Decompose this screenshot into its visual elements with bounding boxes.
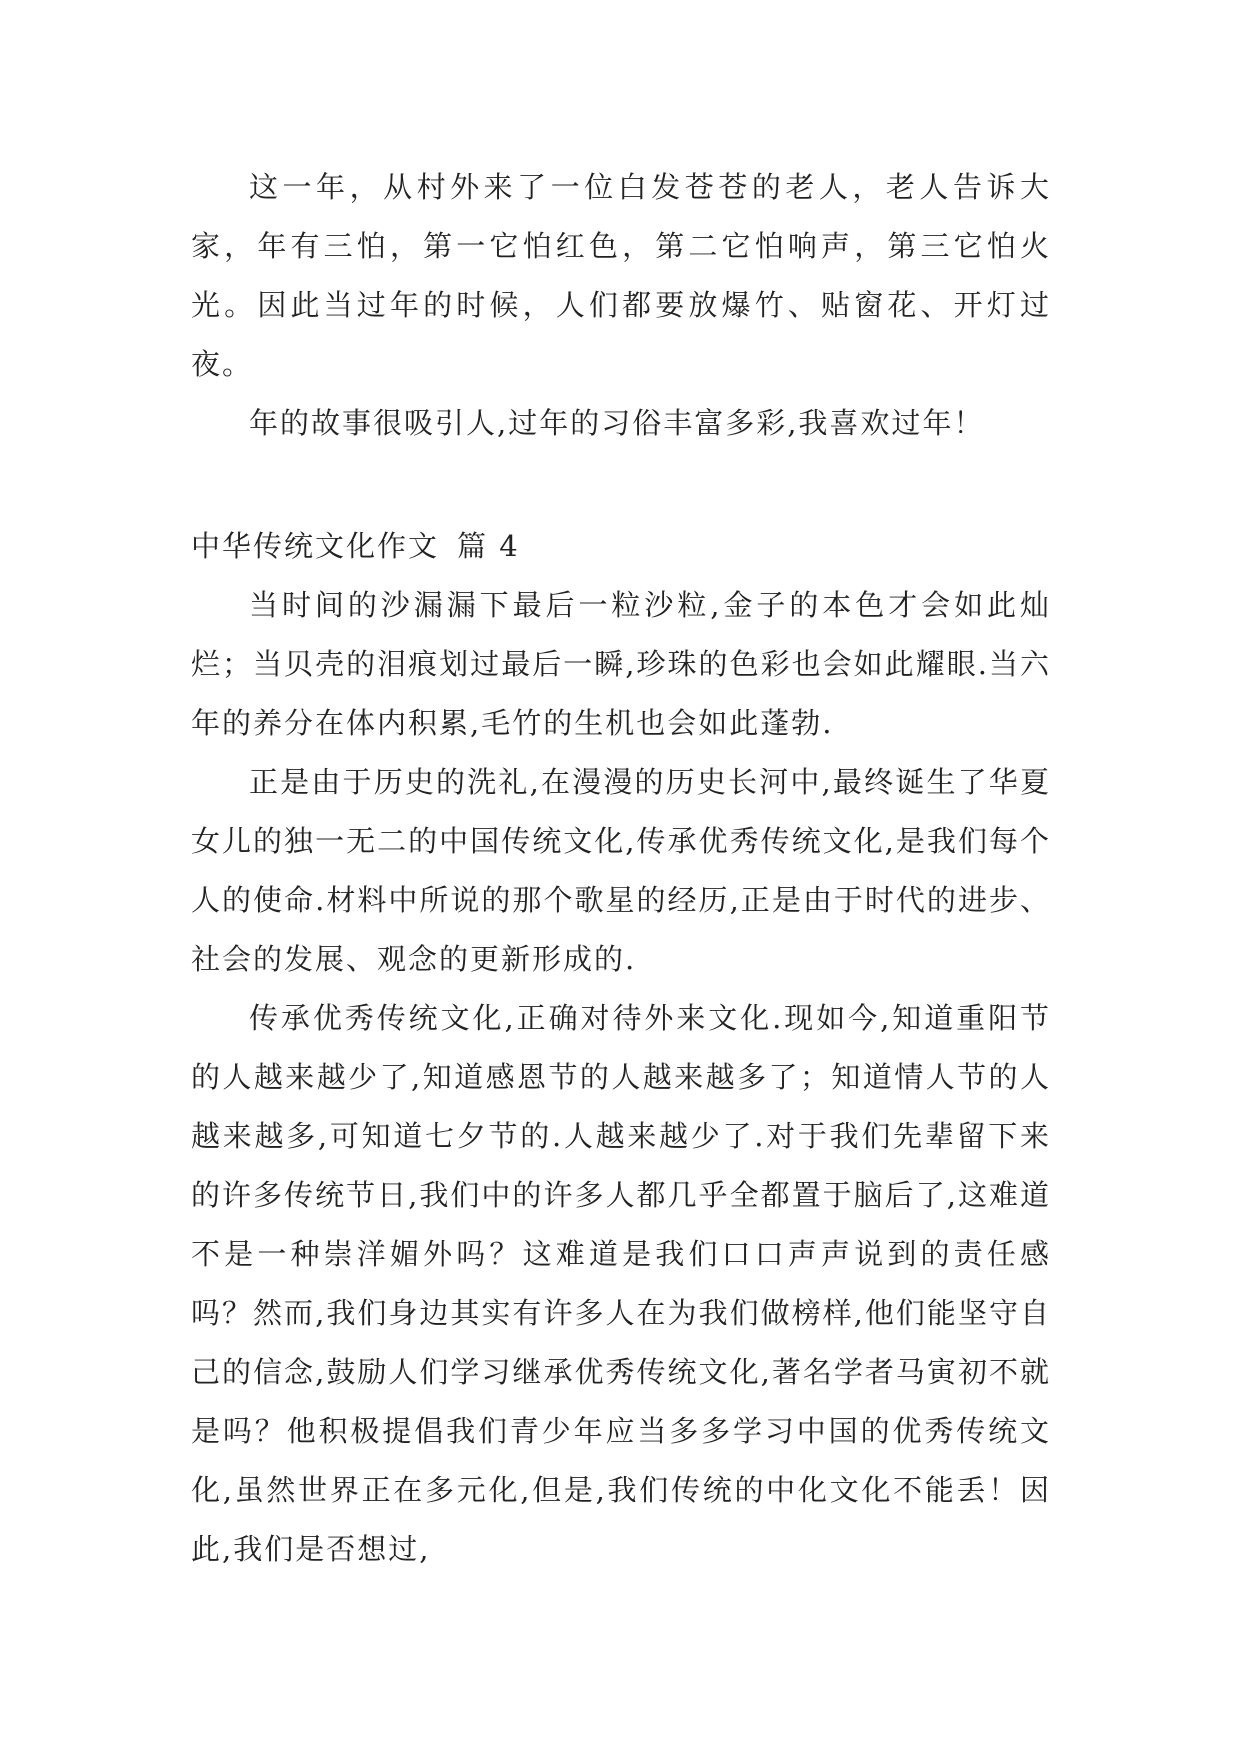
paragraph: 这一年，从村外来了一位白发苍苍的老人，老人告诉大家，年有三怕，第一它怕红色，第二它怕响声，第三它怕火光。因此当过年的时候，人们都要放爆竹、贴窗花、开灯过夜。	[191, 170, 1051, 381]
document-body	[191, 158, 1051, 1579]
heading-part-number: 篇 4	[457, 529, 520, 563]
section-heading	[191, 517, 1051, 576]
paragraph: 当时间的沙漏漏下最后一粒沙粒,金子的本色才会如此灿烂；当贝壳的泪痕划过最后一瞬,珍珠的色彩也会如此耀眼.当六年的养分在体内积累,毛竹的生机也会如此蓬勃.	[191, 588, 1051, 740]
paragraph: 正是由于历史的洗礼,在漫漫的历史长河中,最终诞生了华夏女儿的独一无二的中国传统文化,传承优秀传统文化,是我们每个人的使命.材料中所说的那个歌星的经历,正是由于时代的进步、社会的发展、观念的更新形成的.	[191, 765, 1051, 976]
paragraph: 年的故事很吸引人,过年的习俗丰富多彩,我喜欢过年！	[249, 406, 985, 440]
heading-title: 中华传统文化作文	[191, 529, 440, 563]
paragraph: 传承优秀传统文化,正确对待外来文化.现如今,知道重阳节的人越来越少了,知道感恩节的人越来越多了；知道情人节的人越来越多,可知道七夕节的.人越来越少了.对于我们先辈留下来的许多传统节日,我们中的许多人都几乎全都置于脑后了,这难道不是一种崇洋媚外吗？这难道是我们口口声声说到的责任感吗？然而,我们身边其实有许多人在为我们做榜样,他们能坚守自己的信念,鼓励人们学习继承优秀传统文化,著名学者马寅初不就是吗？他积极提倡我们青少年应当多多学习中国的优秀传统文化,虽然世界正在多元化,但是,我们传统的中化文化不能丢！因此,我们是否想过,	[191, 1001, 1051, 1566]
